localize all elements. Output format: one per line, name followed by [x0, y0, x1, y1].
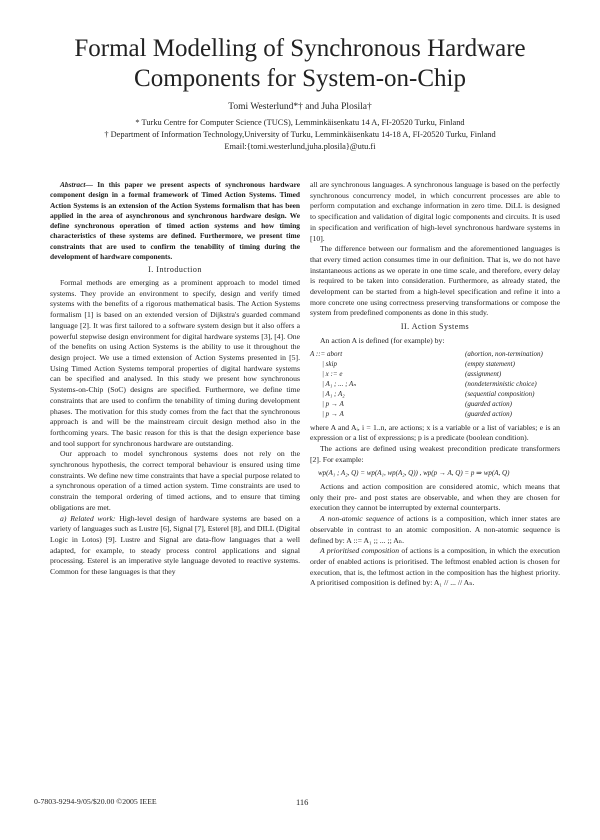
nonatomic-paragraph	[310, 514, 560, 546]
wp-paragraph: The actions are defined using weakest precondition predicate transformers [2]. For example:	[310, 443, 560, 464]
right-column	[310, 180, 560, 589]
action-definition-intro: An action A is defined (for example) by:	[320, 335, 445, 345]
action-grammar-table	[310, 349, 560, 419]
prioritised-paragraph	[310, 546, 560, 589]
grammar-row: | skip (empty statement)	[322, 359, 515, 368]
nonatomic-text: of actions is a composition, which inner states are observable in contrast to an atomic composition. A non-atomic sequence is defined by: A ::= A₁ ;; ... ;; Aₙ.	[310, 514, 560, 545]
right-paragraph-1: all are synchronous languages. A synchronous language is based on the perfectly synchronous concurrency model, in which concurrent processes are able to perform computation and exchange information in zero time. DiLL is designed to specification and validation of digital logic components and circuits. It is used in specification and verification of high-level synchronous hardware systems in [10].	[310, 180, 560, 243]
paper-title: Formal Modelling of Synchronous Hardware Components for System-on-Chip	[74, 35, 526, 92]
prioritised-text: of actions is a composition, in which the execution order of enabled actions is prioritised. The leftmost enabled action is chosen for execution, that is, the leftmost action in the composition has the highest priority. A prioritised composition is defined by: A₁ // ... // Aₙ.	[310, 546, 560, 588]
affiliation-2: † Department of Information Technology,University of Turku, Lemminkäisenkatu 14-18 A, FI-20520 Turku, Finland	[104, 130, 496, 139]
grammar-row: | x := e (assignment)	[322, 369, 502, 378]
where-paragraph: where A and Aᵢ, i = 1..n, are actions; x is a variable or a list of variables; e is an expression or a list of expressions; p is a predicate (boolean condition).	[310, 422, 560, 443]
abstract	[50, 180, 300, 262]
abstract-label: Abstract—	[60, 180, 93, 189]
grammar-row: | p → A (guarded action)	[322, 399, 512, 408]
grammar-row: A ::= abort (abortion, non-termination)	[310, 349, 543, 358]
page-number: 116	[296, 797, 309, 807]
section-heading-introduction: I. Introduction	[148, 265, 202, 275]
wp-equation: wp(A₁ ; A₂, Q) = wp(A₁, wp(A₂, Q)) , wp(p → A, Q) = p ⇒ wp(A, Q)	[318, 469, 510, 478]
grammar-row: | p → A (guarded action)	[322, 409, 512, 418]
right-paragraph-2: The difference between our formalism and the aforementioned languages is that every timed action consumes time in our definition. That is, we do not have instantaneous actions as we operate in one time scale, and therefore, every delay is required to be taken into consideration. Furthermore, as already stated, the development can be started from a high-level specification and refine it into a more concrete one using correctness preserving transformations or compose the system from predefined components as done in this study.	[310, 244, 560, 318]
related-work-text: High-level design of hardware systems are based on a variety of languages such as Lustre [6], Signal [7], Esterel [8], and DILL (Digital Logic in Lotos) [9]. Lustre and Signal are data-flow languages that a well adapted, for example, to steady process control applications and signal processing. Esterel is an imperative style language devoted to reactive systems. Common for these languages is that they	[50, 513, 300, 577]
grammar-row: | A₁ ; ... ; Aₙ (nondeterministic choice)	[322, 379, 537, 388]
related-work-label: a) Related work:	[60, 513, 116, 523]
section-heading-action-systems: II. Action Systems	[400, 322, 470, 332]
grammar-row: | A₁ ; A₂ (sequential composition)	[322, 389, 535, 398]
email-line: Email:{tomi.westerlund,juha.plosila}@utu.fi	[224, 142, 376, 151]
intro-paragraph-1: Formal methods are emerging as a prominent approach to model timed systems. They provide an environment to specify, design and verify timed systems with the benefits of a rigorous mathematical basis. The Action Systems formalism [1] is based on an extended version of Dijkstra's guarded command language [2]. It was first tailored to a software system design but it also offers a powerful stepwise design environment for digital hardware systems [3], [4]. One of the benefits on using Action Systems is the ability to use it throughout the design project. We use a timed extension of Action Systems presented in [5]. Using Timed Action Systems temporal properties of digital hardware systems can be specified and analysed. In this study we present how synchronous Systems-on-Chip (SoC) designs are specified. Furthermore, we define time constraints that are used to confirm the tenability of timing during development phases. The motivation for this study comes from the fact that the synchronous approach is and will be the mainstream circuit design method also in the forthcoming years. The basic reason for this is that the design experience base and tool support for synchronous hardware are outstanding.	[50, 278, 300, 448]
left-column	[50, 180, 300, 578]
abstract-text: In this paper we present aspects of synchronous hardware component design in a formal framework of Timed Action Systems. Timed Action Systems is an extension of the Action Systems formalism that has been applied in the area of asynchronous and synchronous hardware design. We define synchronous operation of timed action systems and how timing characteristics of these systems are defined. Furthermore, we present time constraints that are used to confirm the tenability of timing during the development of hardware components.	[50, 180, 300, 262]
prioritised-label: A prioritised composition	[320, 546, 400, 556]
author-line: Tomi Westerlund*† and Juha Plosila†	[228, 102, 372, 112]
intro-paragraph-2: Our approach to model synchronous systems does not rely on the synchronous hypothesis, the correct temporal behaviour is ensured using time constraints. We define new time constraints that have a special purpose related to a synchronous operation of a timed action system. Time constraints are used to constrain the temporal ordering of timed actions, and to ensure that timing obligations are met.	[50, 449, 300, 512]
affiliation-1: * Turku Centre for Computer Science (TUCS), Lemminkäisenkatu 14 A, FI-20520 Turku, Finland	[135, 118, 465, 127]
nonatomic-label: A non-atomic sequence	[320, 514, 395, 524]
footer-copyright: 0-7803-9294-9/05/$20.00 ©2005 IEEE	[34, 797, 157, 806]
related-work-paragraph	[50, 514, 300, 578]
atomic-paragraph: Actions and action composition are considered atomic, which means that only their pre- and post states are observable, and when they are chosen for execution they cannot be interrupted by external counterparts.	[310, 482, 560, 513]
